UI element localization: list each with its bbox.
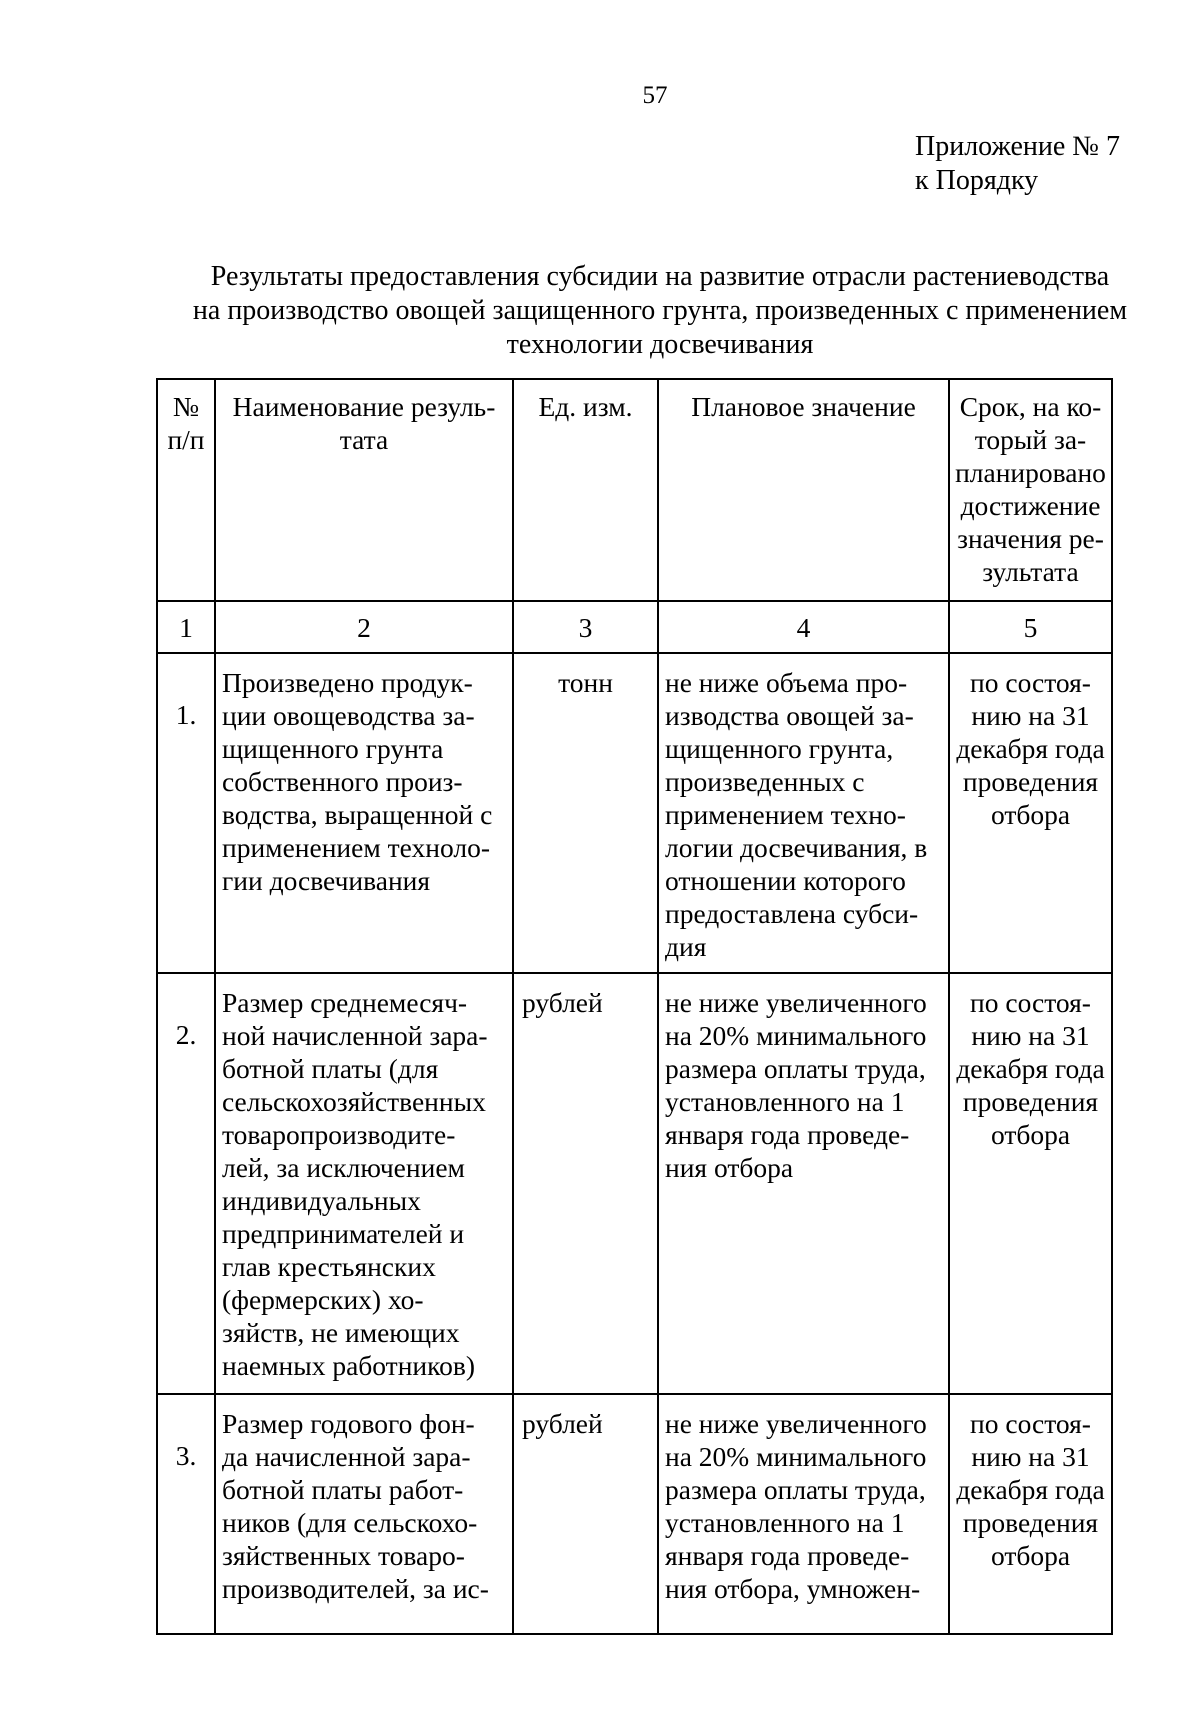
cell-line: зяйственных товаро-: [222, 1540, 465, 1571]
header-unit: [513, 379, 658, 601]
cell-line: ной начисленной зара-: [222, 1020, 488, 1051]
cell-line: гии досвечивания: [222, 865, 431, 896]
header-line: №: [172, 391, 200, 422]
cell-line: товаропроизводите-: [222, 1119, 456, 1150]
cell-line: да начисленной зара-: [222, 1441, 471, 1472]
header-line: зультата: [982, 556, 1079, 587]
cell-line: Размер среднемесяч-: [222, 987, 468, 1018]
header-line: Ед. изм.: [538, 391, 633, 422]
appendix-line: к Порядку: [915, 165, 1039, 196]
cell-line: нию на 31: [971, 1020, 1090, 1051]
cell-line: на 20% минимального: [665, 1441, 927, 1472]
column-index: 1: [157, 601, 215, 653]
cell-line: зяйств, не имеющих: [222, 1317, 460, 1348]
title-line: технологии досвечивания: [506, 329, 814, 360]
cell-line: индивидуальных: [222, 1185, 421, 1216]
cell-line: Размер годового фон-: [222, 1408, 475, 1439]
header-line: торый за-: [974, 424, 1087, 455]
cell-line: по состоя-: [970, 667, 1091, 698]
table-row: [157, 973, 1112, 1394]
title-line: на производство овощей защищенного грунта, произведенных с применением: [192, 295, 1128, 326]
column-index: 5: [949, 601, 1112, 653]
cell-line: установленного на 1: [665, 1086, 905, 1117]
cell-line: щищенного грунта: [222, 733, 444, 764]
row-number: 3.: [157, 1394, 215, 1634]
achievement-term: [949, 653, 1112, 973]
cell-line: отбора: [990, 1540, 1071, 1571]
header-line: значения ре-: [957, 523, 1104, 554]
cell-line: (фермерских) хо-: [222, 1284, 424, 1315]
header-line: достижение: [960, 490, 1101, 521]
planned-value: [658, 653, 949, 973]
cell-line: щищенного грунта,: [665, 733, 894, 764]
title-line: Результаты предоставления субсидии на развитие отрасли растениеводства: [210, 261, 1110, 292]
cell-line: января года проведе-: [665, 1119, 910, 1150]
cell-line: применением техно-: [665, 799, 906, 830]
header-line: планировано: [955, 457, 1106, 488]
unit-of-measure: тонн: [513, 653, 658, 973]
cell-line: ботной платы (для: [222, 1053, 439, 1084]
results-table: [156, 378, 1113, 1635]
header-num: [157, 379, 215, 601]
cell-line: глав крестьянских: [222, 1251, 436, 1282]
header-name: [215, 379, 513, 601]
cell-line: отбора: [990, 1119, 1071, 1150]
column-index: 4: [658, 601, 949, 653]
cell-line: лей, за исключением: [222, 1152, 465, 1183]
cell-line: сельскохозяйственных: [222, 1086, 486, 1117]
cell-line: нию на 31: [971, 1441, 1090, 1472]
planned-value: [658, 1394, 949, 1634]
cell-line: наемных работников): [222, 1350, 475, 1381]
row-number: 1.: [157, 653, 215, 973]
cell-line: не ниже увеличенного: [665, 987, 927, 1018]
cell-line: проведения: [962, 766, 1099, 797]
header-line: Срок, на ко-: [959, 391, 1102, 422]
cell-line: не ниже увеличенного: [665, 1408, 927, 1439]
cell-line: нию на 31: [971, 700, 1090, 731]
result-name: [215, 653, 513, 973]
cell-line: производителей, за ис-: [222, 1573, 489, 1604]
column-index: 2: [215, 601, 513, 653]
cell-line: предпринимателей и: [222, 1218, 465, 1249]
cell-line: проведения: [962, 1507, 1099, 1538]
cell-line: ния отбора: [665, 1152, 794, 1183]
cell-line: дия: [665, 931, 707, 962]
header-line: Наименование резуль-: [232, 391, 496, 422]
cell-line: установленного на 1: [665, 1507, 905, 1538]
cell-line: размера оплаты труда,: [665, 1053, 926, 1084]
result-name: [215, 973, 513, 1394]
cell-line: декабря года: [956, 1053, 1105, 1084]
table-header-row: [157, 379, 1112, 601]
header-term: [949, 379, 1112, 601]
cell-line: проведения: [962, 1086, 1099, 1117]
cell-line: не ниже объема про-: [665, 667, 908, 698]
cell-line: отбора: [990, 799, 1071, 830]
achievement-term: [949, 973, 1112, 1394]
row-number: 2.: [157, 973, 215, 1394]
cell-line: отношении которого: [665, 865, 906, 896]
document-title: [160, 260, 1160, 362]
cell-line: декабря года: [956, 733, 1105, 764]
result-name: [215, 1394, 513, 1634]
cell-line: ботной платы работ-: [222, 1474, 464, 1505]
planned-value: [658, 973, 949, 1394]
cell-line: водства, выращенной с: [222, 799, 493, 830]
cell-line: произведенных с: [665, 766, 865, 797]
cell-line: января года проведе-: [665, 1540, 910, 1571]
header-line: Плановое значение: [691, 391, 916, 422]
cell-line: по состоя-: [970, 987, 1091, 1018]
header-line: п/п: [167, 424, 205, 455]
cell-line: изводства овощей за-: [665, 700, 914, 731]
cell-line: логии досвечивания, в: [665, 832, 928, 863]
header-line: тата: [339, 424, 389, 455]
column-index: 3: [513, 601, 658, 653]
cell-line: ции овощеводства за-: [222, 700, 475, 731]
page-number: 57: [642, 82, 668, 109]
appendix-note: [915, 130, 1120, 198]
table-row: [157, 653, 1112, 973]
cell-line: ников (для сельскохо-: [222, 1507, 478, 1538]
unit-of-measure: рублей: [513, 973, 658, 1394]
cell-line: декабря года: [956, 1474, 1105, 1505]
cell-line: ния отбора, умножен-: [665, 1573, 921, 1604]
achievement-term: [949, 1394, 1112, 1634]
unit-of-measure: рублей: [513, 1394, 658, 1634]
cell-line: размера оплаты труда,: [665, 1474, 926, 1505]
column-index-row: [157, 601, 1112, 653]
cell-line: применением техноло-: [222, 832, 490, 863]
cell-line: по состоя-: [970, 1408, 1091, 1439]
cell-line: на 20% минимального: [665, 1020, 927, 1051]
cell-line: собственного произ-: [222, 766, 463, 797]
cell-line: Произведено продук-: [222, 667, 473, 698]
header-plan: [658, 379, 949, 601]
table-row: [157, 1394, 1112, 1634]
cell-line: предоставлена субси-: [665, 898, 919, 929]
appendix-line: Приложение № 7: [915, 131, 1120, 162]
